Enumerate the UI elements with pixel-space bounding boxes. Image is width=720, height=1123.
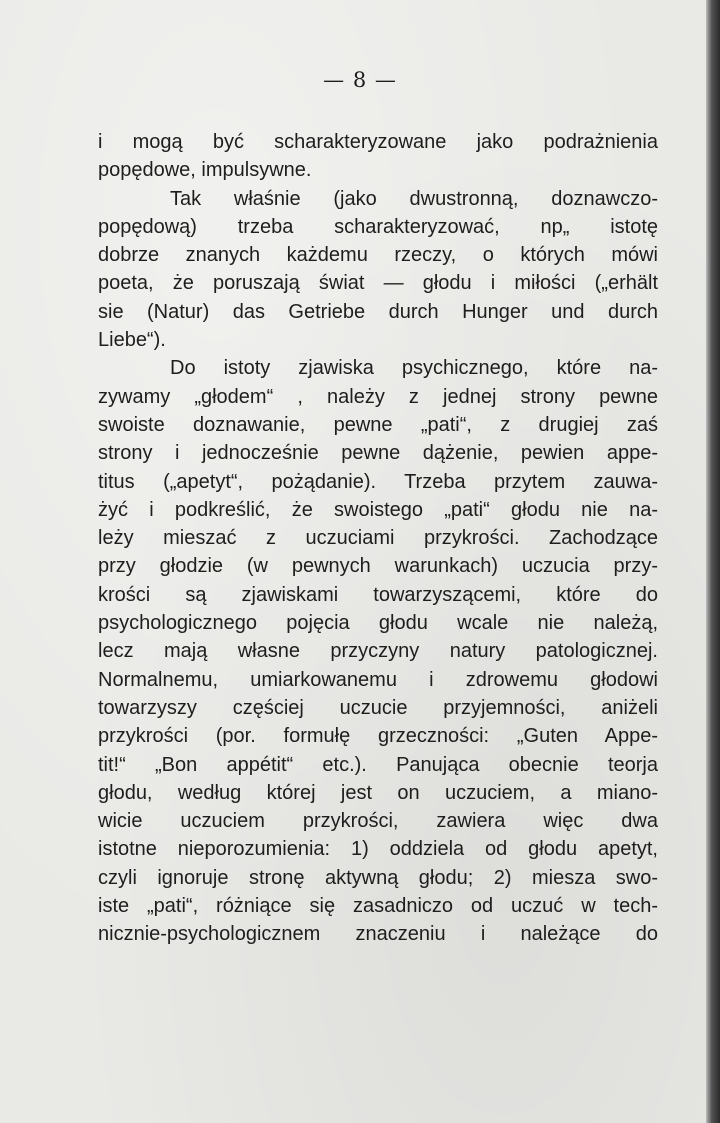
text-line: dobrze znanych każdemu rzeczy, o których mówi bbox=[98, 244, 658, 267]
text-line: psychologicznego pojęcia głodu wcale nie należą, bbox=[98, 612, 658, 635]
text-line: przy głodzie (w pewnych warunkach) uczucia przy- bbox=[98, 555, 658, 578]
text-line: lecz mają własne przyczyny natury patologicznej. bbox=[98, 640, 658, 663]
text-line: popędową) trzeba scharakteryzować, np„ istotę bbox=[98, 215, 658, 238]
text-line: wicie uczuciem przykrości, zawiera więc dwa bbox=[98, 810, 658, 833]
text-line: swoiste doznawanie, pewne „pati“, z drugiej zaś bbox=[98, 413, 658, 436]
text-line: towarzyszy częściej uczucie przyjemności, aniżeli bbox=[98, 696, 658, 719]
text-line: krości są zjawiskami towarzyszącemi, które do bbox=[98, 583, 658, 606]
text-line: istotne nieporozumienia: 1) oddziela od głodu apetyt, bbox=[98, 838, 658, 861]
text-line: przykrości (por. formułę grzeczności: „Guten Appe- bbox=[98, 725, 658, 748]
paragraph bbox=[98, 354, 658, 948]
text-line: żyć i podkreślić, że swoistego „pati“ głodu nie na- bbox=[98, 498, 658, 521]
text-line: iste „pati“, różniące się zasadniczo od uczuć w tech- bbox=[98, 895, 658, 918]
text-line: titus („apetyt“, pożądanie). Trzeba przytem zauwa- bbox=[98, 470, 658, 493]
text-line: czyli ignoruje stronę aktywną głodu; 2) miesza swo- bbox=[98, 866, 658, 889]
text-line: popędowe, impulsywne. bbox=[98, 159, 312, 182]
text-line: Tak właśnie (jako dwustronną, doznawczo- bbox=[170, 187, 658, 210]
paragraph bbox=[98, 185, 658, 355]
text-line: poeta, że poruszają świat — głodu i miłości („erhält bbox=[98, 272, 658, 295]
text-line: strony i jednocześnie pewne dążenie, pewien appe- bbox=[98, 442, 658, 465]
page-edge-shadow bbox=[706, 0, 720, 1123]
page-number: — 8 — bbox=[323, 68, 397, 92]
text-line: Liebe“). bbox=[98, 329, 166, 352]
text-line: głodu, według której jest on uczuciem, a miano- bbox=[98, 781, 658, 804]
body-text bbox=[98, 128, 658, 949]
text-line: i mogą być scharakteryzowane jako podrażnienia bbox=[98, 131, 658, 153]
paragraph bbox=[98, 128, 658, 185]
text-line: leży mieszać z uczuciami przykrości. Zachodzące bbox=[98, 527, 658, 550]
text-line: zywamy „głodem“ , należy z jednej strony pewne bbox=[98, 385, 658, 408]
text-line: Do istoty zjawiska psychicznego, które na- bbox=[170, 357, 658, 380]
text-line: nicznie-psychologicznem znaczeniu i należące do bbox=[98, 923, 658, 946]
text-line: Normalnemu, umiarkowanemu i zdrowemu głodowi bbox=[98, 668, 658, 691]
text-line: sie (Natur) das Getriebe durch Hunger und durch bbox=[98, 300, 658, 323]
text-line: tit!“ „Bon appétit“ etc.). Panująca obecnie teorja bbox=[98, 753, 658, 776]
